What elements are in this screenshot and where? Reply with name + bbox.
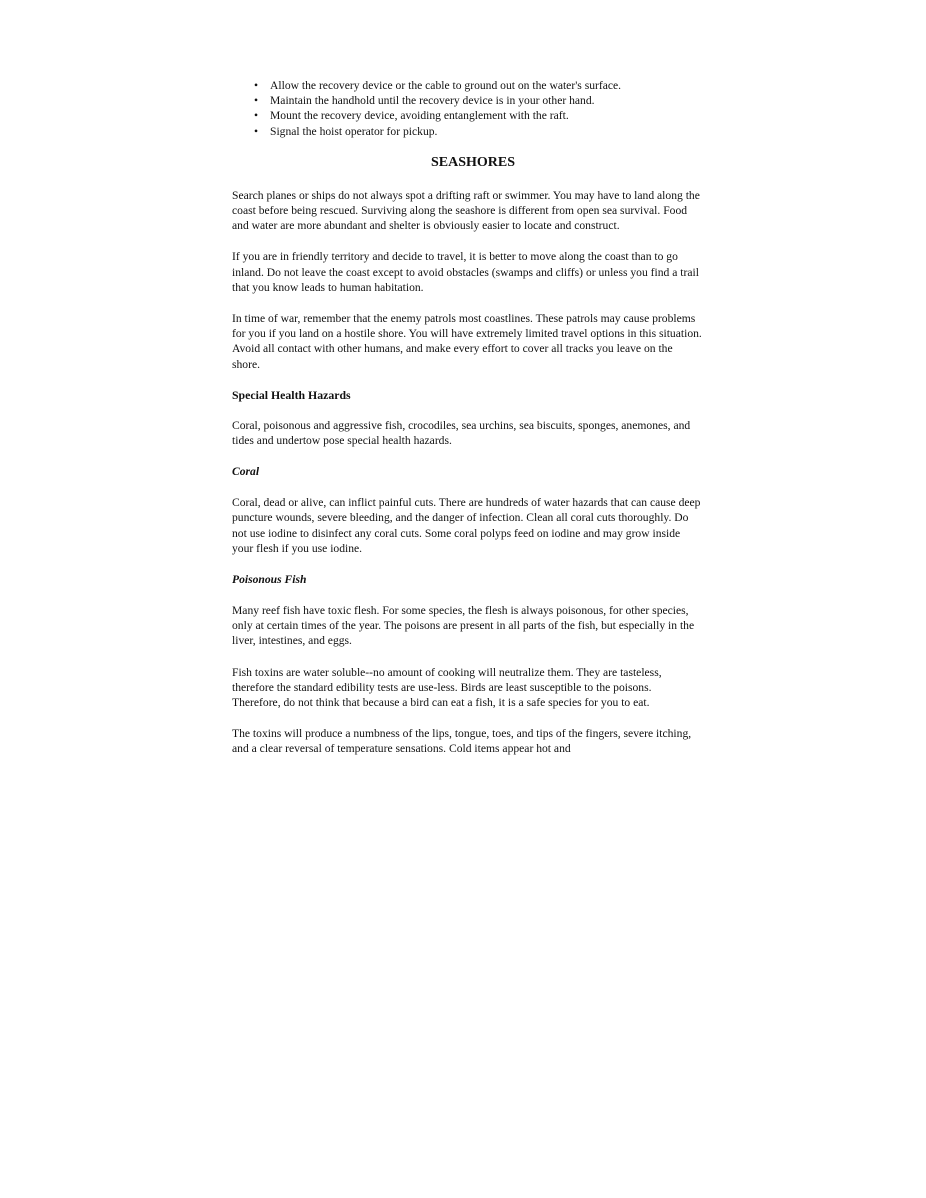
poisonous-fish-paragraph: Many reef fish have toxic flesh. For some species, the flesh is always poisonous, for other species, only at certain times of the year. The poisons are present in all parts of the fish, but especially in the liver, intestines, and eggs. <box>232 604 695 648</box>
bullet-icon: • <box>254 79 259 92</box>
hazards-heading: Special Health Hazards <box>232 387 351 402</box>
intro-paragraph: If you are in friendly territory and decide to travel, it is better to move along the coast than to go inland. Do not leave the coast except to avoid obstacles (swamps and cliffs) or unless you find a trail that you know leads to human habitation. <box>232 250 699 294</box>
section-title: SEASHORES <box>430 154 516 170</box>
intro-paragraph: In time of war, remember that the enemy patrols most coastlines. These patrols may cause problems for you if you land on a hostile shore. You will have extremely limited travel options in this situation. Avoid all contact with other humans, and make every effort to cover all tracks you leave on the shore. <box>232 312 702 371</box>
poisonous-fish-paragraph: The toxins will produce a numbness of the lips, tongue, toes, and tips of the fingers, severe itching, and a clear reversal of temperature sensations. Cold items appear hot and <box>232 727 692 756</box>
bullet-icon: • <box>254 124 259 138</box>
list-item <box>232 124 702 139</box>
list-item-text: Mount the recovery device, avoiding entanglement with the raft. <box>270 109 569 123</box>
list-item-text: Allow the recovery device or the cable to ground out on the water's surface. <box>270 79 622 92</box>
recovery-steps-list <box>232 78 702 139</box>
list-item-text: Signal the hoist operator for pickup. <box>270 124 438 138</box>
list-item <box>232 108 702 123</box>
bullet-icon: • <box>254 94 259 108</box>
poisonous-fish-heading: Poisonous Fish <box>232 573 307 587</box>
bullet-icon: • <box>254 109 259 123</box>
intro-paragraph: Search planes or ships do not always spot a drifting raft or swimmer. You may have to land along the coast before being rescued. Surviving along the seashore is different from open sea survival. Food and water are more abundant and shelter is obviously easier to locate and construct. <box>232 188 700 233</box>
list-item-text: Maintain the handhold until the recovery device is in your other hand. <box>270 94 595 108</box>
document-page <box>232 78 702 773</box>
list-item <box>232 93 702 108</box>
poisonous-fish-paragraph: Fish toxins are water soluble--no amount of cooking will neutralize them. They are tasteless, therefore the standard edibility tests are use-less. Birds are least susceptible to the poisons. Therefore, do not think that because a bird can eat a fish, it is a safe species for you to eat. <box>232 665 662 710</box>
coral-heading: Coral <box>232 465 260 479</box>
list-item <box>232 78 702 93</box>
coral-paragraph: Coral, dead or alive, can inflict painful cuts. There are hundreds of water hazards that can cause deep puncture wounds, severe bleeding, and the danger of infection. Clean all coral cuts thoroughly. Do not use iodine to disinfect any coral cuts. Some coral polyps feed on iodine and may grow inside your flesh if you use iodine. <box>232 496 701 555</box>
hazards-paragraph: Coral, poisonous and aggressive fish, crocodiles, sea urchins, sea biscuits, sponges, anemones, and tides and undertow pose special health hazards. <box>232 418 691 448</box>
